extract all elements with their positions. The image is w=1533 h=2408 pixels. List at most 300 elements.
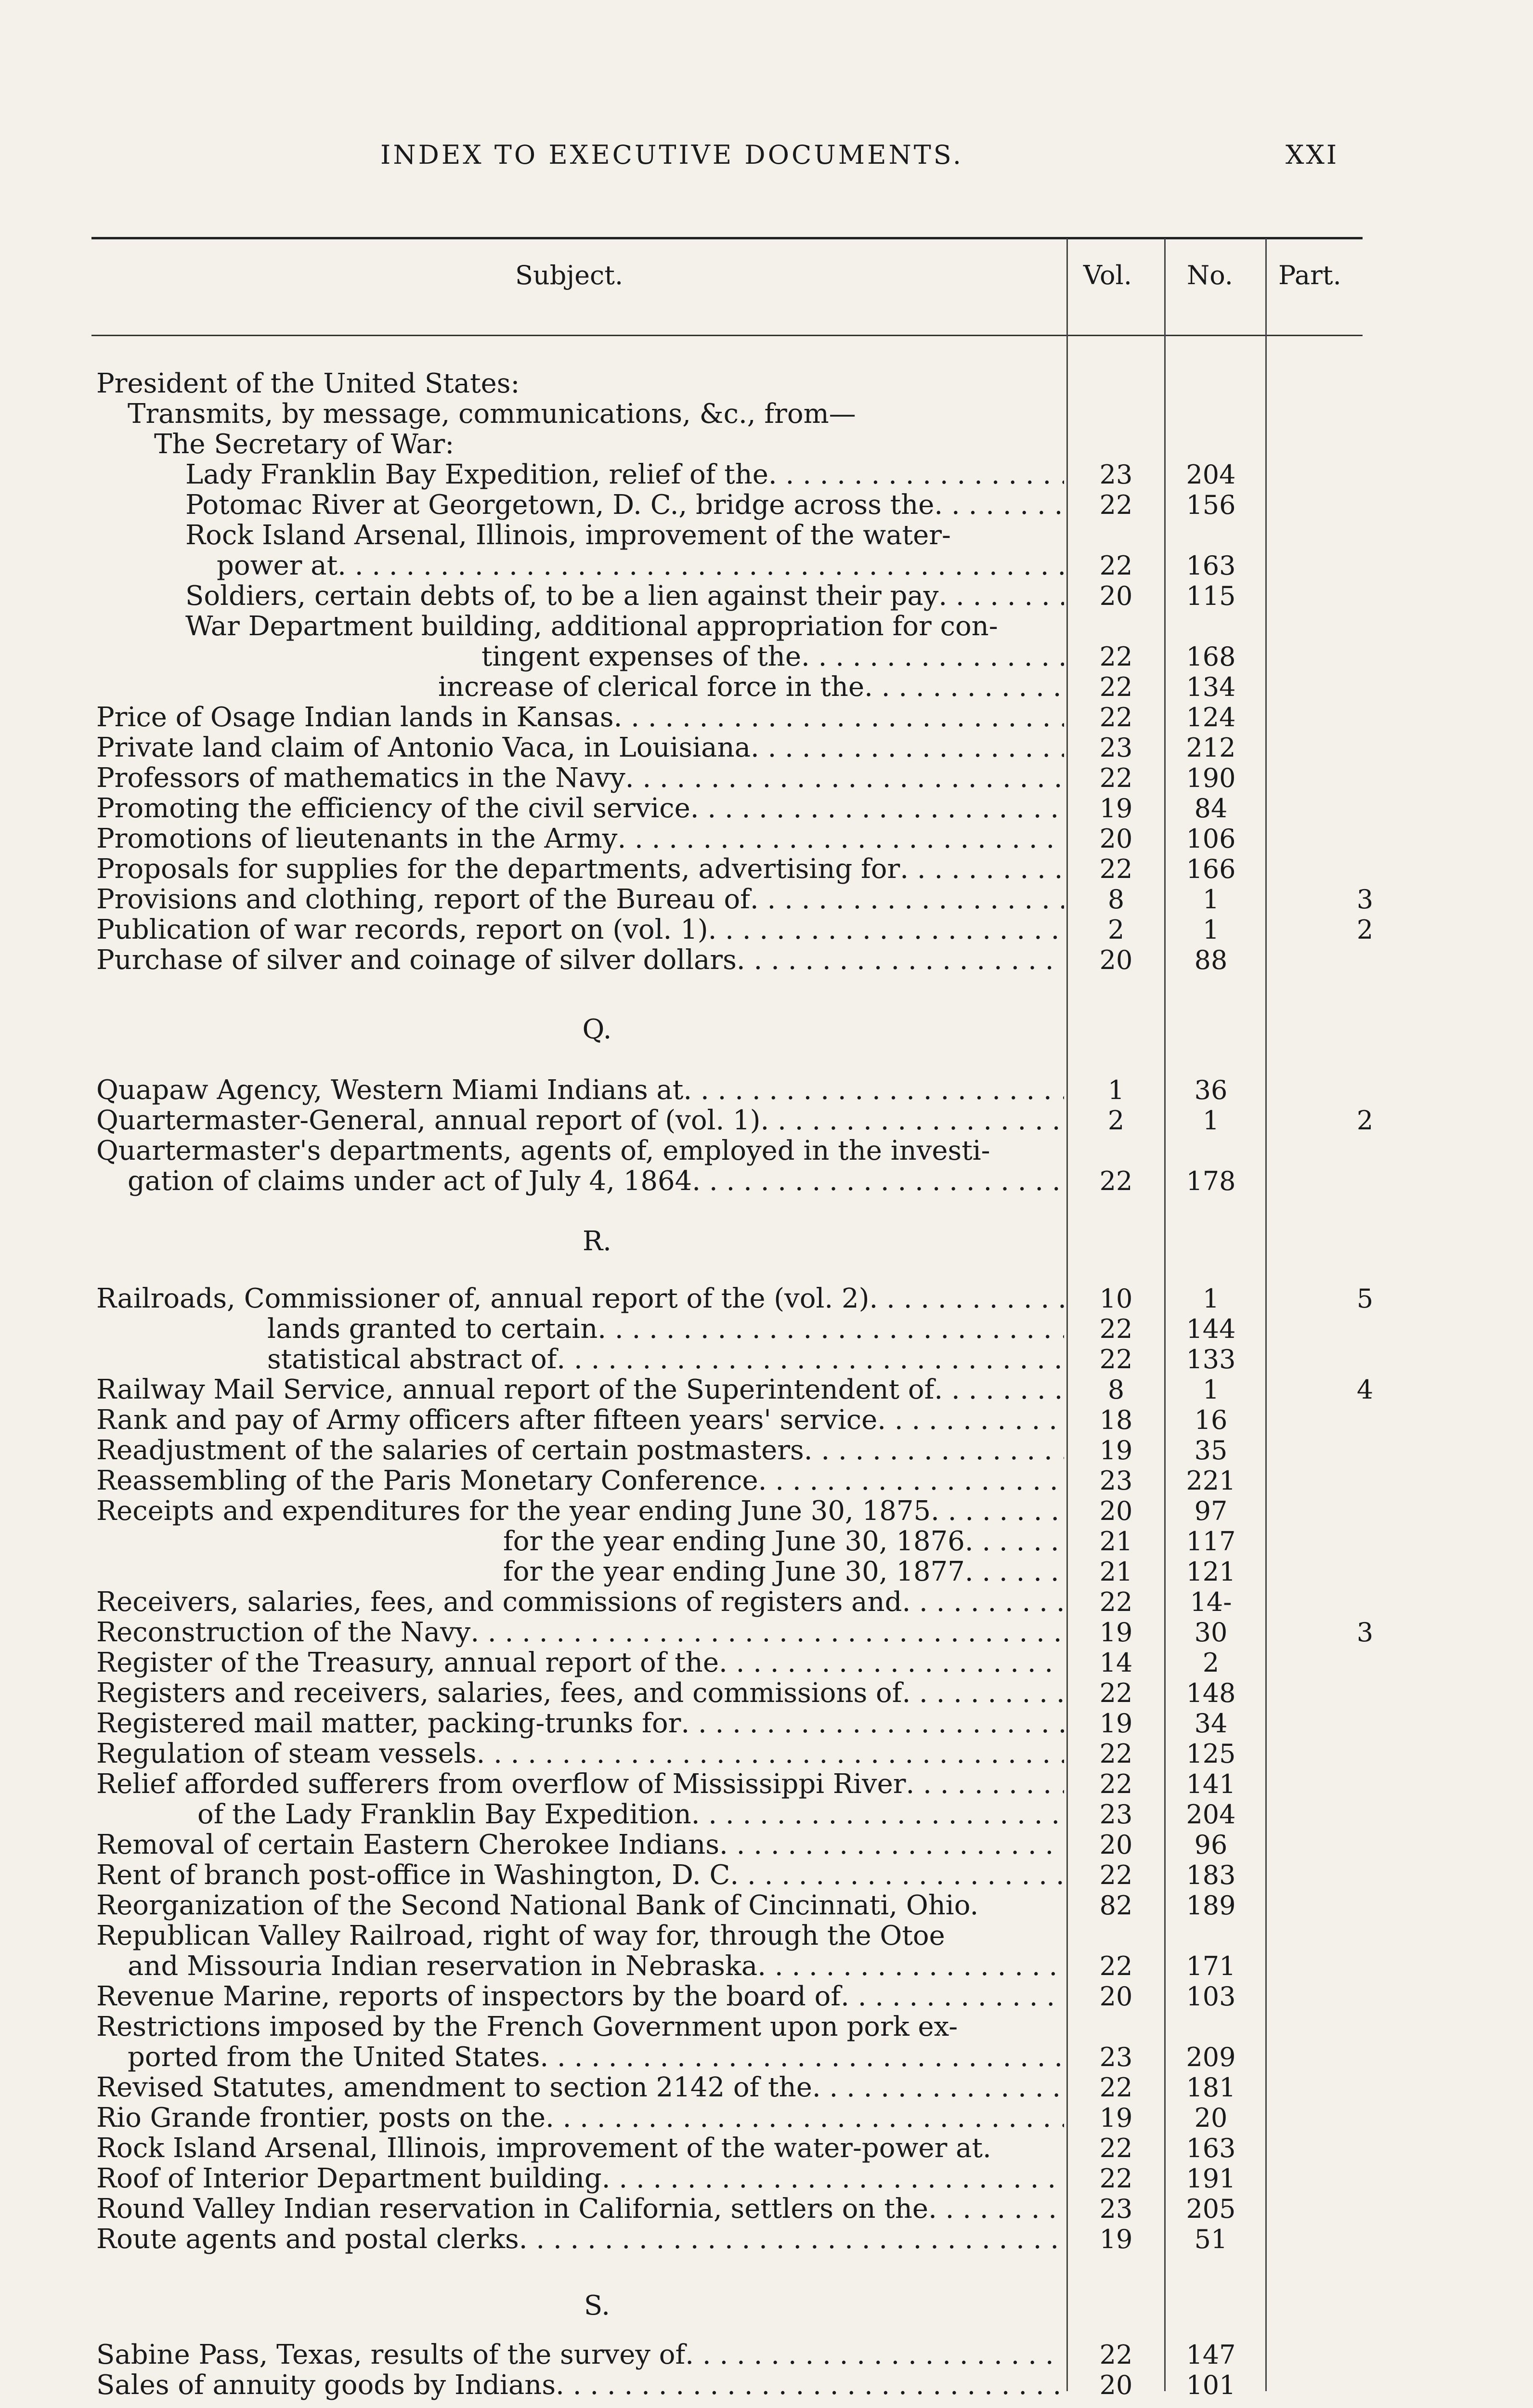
entry-vol: 19 [1099,1708,1133,1739]
entry-vol: 22 [1099,1951,1133,1981]
index-entry [0,702,1533,733]
dot-leader [540,2042,1064,2072]
entry-no: 1 [1202,915,1220,945]
entry-subject [96,945,1064,975]
entry-no: 166 [1186,854,1236,884]
index-entry [0,1890,1533,1921]
dot-leader [338,550,1064,581]
index-entry [0,368,1533,399]
dot-leader [708,915,1064,945]
dot-leader [758,1466,1064,1496]
entry-vol: 20 [1099,1496,1133,1526]
entry-subject [96,1075,1064,1105]
entry-subject-text: President of the United States: [96,368,520,399]
index-entry [0,854,1533,884]
index-entry [0,1769,1533,1799]
entry-subject-text: War Department building, additional appropriation for con- [185,611,998,642]
entry-no: 144 [1186,1314,1236,1344]
entry-subject [96,2072,1064,2103]
index-entry [0,2224,1533,2254]
entry-subject [96,1648,1064,1678]
entry-no: 35 [1194,1435,1228,1466]
entry-subject [96,1105,1064,1136]
entry-vol: 22 [1099,1860,1133,1890]
dot-leader [598,1314,1064,1344]
index-entry [0,1105,1533,1136]
entry-part: 3 [1356,884,1374,915]
column-header-no: No. [1187,260,1233,290]
entry-subject [96,884,1064,915]
dot-leader [877,1405,1064,1435]
entry-vol: 22 [1099,1166,1133,1196]
entry-vol: 2 [1107,1105,1125,1136]
index-entry [0,1283,1533,1314]
entry-no: 191 [1186,2163,1236,2194]
index-entry [0,2133,1533,2163]
entry-vol: 8 [1107,884,1125,915]
entry-subject [96,1769,1064,1799]
dot-leader [804,1435,1064,1466]
entry-subject [438,672,1064,702]
entry-subject-text: Route agents and postal clerks [96,2224,519,2255]
entry-vol: 22 [1099,854,1133,884]
entry-no: 148 [1186,1678,1236,1708]
entry-no: 30 [1194,1617,1228,1648]
entry-subject [128,2042,1064,2072]
entry-vol: 14 [1099,1648,1133,1678]
entry-no: 88 [1194,945,1228,975]
entry-no: 171 [1186,1951,1236,1981]
entry-vol: 22 [1099,550,1133,581]
entry-subject-text: tingent expenses of the [481,641,801,672]
entry-no: 103 [1186,1981,1236,2012]
dot-leader [685,2340,1064,2370]
entry-subject-text: Price of Osage Indian lands in Kansas [96,702,614,733]
dot-leader [730,1860,1064,1890]
entry-subject [96,2012,958,2042]
entry-no: 101 [1186,2370,1236,2400]
entry-subject [96,1981,1064,2012]
entry-subject [96,733,1064,763]
entry-subject-text: The Secretary of War: [154,429,455,460]
entry-part: 3 [1356,1617,1374,1648]
entry-subject [96,1374,1064,1405]
entry-subject-text: Quartermaster's departments, agents of, employed in the investi- [96,1135,990,1166]
entry-subject-text: Rio Grande frontier, posts on the [96,2102,546,2133]
entry-subject [96,763,1064,793]
entry-subject [96,1860,1064,1890]
entry-no: 14- [1190,1587,1232,1617]
entry-no: 141 [1186,1769,1236,1799]
entry-vol: 20 [1099,581,1133,611]
index-entry [0,2163,1533,2194]
entry-no: 204 [1186,459,1236,490]
entry-subject [197,1799,1064,1830]
entry-subject-text: and Missouria Indian reservation in Nebraska [128,1950,758,1982]
entry-subject-text: Rank and pay of Army officers after fifteen years' service [96,1404,878,1436]
entry-subject-text: Revenue Marine, reports of inspectors by the board of [96,1981,841,2012]
entry-subject [96,2224,1064,2254]
entry-subject-text: for the year ending June 30, 1877 [503,1556,965,1587]
entry-subject-text: statistical abstract of [267,1344,557,1375]
entry-subject [267,1344,1064,1374]
column-header-subject: Subject. [515,260,624,290]
entry-subject-text: Revised Statutes, amendment to section 2142 of the [96,2072,812,2103]
entry-subject-text: Relief afforded sufferers from overflow of Mississippi River [96,1768,906,1800]
dot-leader [906,1769,1064,1799]
entry-subject-text: Registers and receivers, salaries, fees, and commissions of [96,1677,902,1709]
index-entry [0,1981,1533,2012]
entry-no: 20 [1194,2103,1228,2133]
entry-vol: 23 [1099,1799,1133,1830]
index-entry [0,2042,1533,2072]
entry-vol: 10 [1099,1283,1133,1314]
dot-leader [965,1557,1064,1587]
dot-leader [556,2370,1064,2400]
entry-vol: 22 [1099,702,1133,733]
entry-subject-text: Quapaw Agency, Western Miami Indians at [96,1074,684,1106]
dot-leader [965,1526,1064,1557]
index-entry [0,1617,1533,1648]
entry-vol: 18 [1099,1405,1133,1435]
entry-subject-text: Rock Island Arsenal, Illinois, improvement of the water- [185,520,951,551]
entry-no: 134 [1186,672,1236,702]
entry-subject-text: Receipts and expenditures for the year ending June 30, 1875 [96,1495,931,1527]
entry-subject [503,1557,1064,1587]
entry-vol: 82 [1099,1890,1133,1921]
entry-no: 168 [1186,641,1236,672]
entry-vol: 21 [1099,1526,1133,1557]
index-entry [0,672,1533,702]
entry-vol: 22 [1099,1739,1133,1769]
entry-subject [96,1587,1064,1617]
dot-leader [934,1374,1064,1405]
entry-subject-text: Potomac River at Georgetown, D. C., bridge across the [185,489,935,521]
dot-leader [614,702,1064,733]
entry-vol: 23 [1099,1466,1133,1496]
entry-vol: 22 [1099,1678,1133,1708]
entry-subject [96,2103,1064,2133]
entry-subject [154,429,454,459]
entry-vol: 22 [1099,1587,1133,1617]
index-entry [0,1799,1533,1830]
dot-leader [768,459,1064,490]
dot-leader [719,1648,1064,1678]
page-title: INDEX TO EXECUTIVE DOCUMENTS. [380,140,963,170]
entry-vol: 22 [1099,1344,1133,1374]
index-entry [0,1557,1533,1587]
dot-leader [519,2224,1064,2254]
index-entry [0,2103,1533,2133]
entry-vol: 20 [1099,2370,1133,2400]
entry-no: 156 [1186,490,1236,520]
index-entry [0,1921,1533,1951]
entry-subject [96,915,1064,945]
dot-leader [934,490,1064,520]
index-entry [0,2072,1533,2103]
entry-subject-text: ported from the United States [128,2042,540,2073]
index-entry [0,2340,1533,2370]
index-entry [0,2012,1533,2042]
dot-leader [690,793,1064,824]
dot-leader [681,1708,1064,1739]
entry-subject [96,1708,1064,1739]
dot-leader [931,1496,1064,1526]
dot-leader [864,672,1064,702]
entry-subject-text: Transmits, by message, communications, &c., from— [128,398,856,430]
entry-no: 117 [1186,1526,1236,1557]
entry-vol: 19 [1099,1435,1133,1466]
index-entry [0,611,1533,641]
index-entry [0,733,1533,763]
entry-vol: 20 [1099,1981,1133,2012]
index-entry [0,550,1533,581]
entry-no: 204 [1186,1799,1236,1830]
entry-subject [128,1951,1064,1981]
index-entry [0,1374,1533,1405]
entry-subject-text: Purchase of silver and coinage of silver dollars [96,944,737,976]
entry-subject-text: Reorganization of the Second National Bank of Cincinnati, Ohio. [96,1890,979,1921]
entry-subject-text: Registered mail matter, packing-trunks for [96,1708,681,1739]
entry-no: 1 [1202,1283,1220,1314]
entry-subject [267,1314,1064,1344]
entry-subject-text: Readjustment of the salaries of certain postmasters [96,1435,804,1466]
column-header-part: Part. [1278,260,1341,290]
entry-no: 221 [1186,1466,1236,1496]
dot-leader [750,884,1064,915]
entry-subject-text: Rock Island Arsenal, Illinois, improvement of the water-power at. [96,2133,991,2164]
entry-subject-text: Publication of war records, report on (vol. 1) [96,914,708,945]
index-entry [0,520,1533,550]
entry-subject-text: Reassembling of the Paris Monetary Conference [96,1465,758,1496]
entry-no: 96 [1194,1830,1228,1860]
entry-vol: 22 [1099,1769,1133,1799]
entry-subject [96,2194,1064,2224]
entry-subject-text: Promoting the efficiency of the civil service [96,793,690,824]
entry-subject [96,1617,1064,1648]
entry-subject-text: Round Valley Indian reservation in California, settlers on the [96,2193,929,2225]
entry-vol: 19 [1099,793,1133,824]
entry-part: 4 [1356,1374,1374,1405]
dot-leader [751,733,1064,763]
entry-vol: 22 [1099,763,1133,793]
entry-subject-text: Railroads, Commissioner of, annual report of the (vol. 2) [96,1283,870,1314]
entry-subject [96,1678,1064,1708]
entry-no: 2 [1202,1648,1220,1678]
entry-subject [96,1496,1064,1526]
index-entry [0,1405,1533,1435]
entry-subject-text: lands granted to certain [267,1313,598,1345]
entry-subject [96,1830,1064,1860]
entry-no: 163 [1186,550,1236,581]
entry-subject-text: Regulation of steam vessels [96,1738,477,1769]
entry-part: 2 [1356,915,1374,945]
dot-leader [546,2103,1064,2133]
entry-vol: 23 [1099,2194,1133,2224]
entry-subject-text: Private land claim of Antonio Vaca, in Louisiana [96,732,751,763]
entry-subject-text: increase of clerical force in the [438,671,865,703]
dot-leader [812,2072,1064,2103]
entry-no: 115 [1186,581,1236,611]
dot-leader [617,824,1064,854]
entry-vol: 22 [1099,490,1133,520]
entry-no: 183 [1186,1860,1236,1890]
entry-subject [128,399,856,429]
entry-subject-text: for the year ending June 30, 1876 [503,1526,965,1557]
entry-subject [185,611,998,641]
entry-subject-text: Republican Valley Railroad, right of way for, through the Otoe [96,1920,945,1951]
index-entry [0,2194,1533,2224]
entry-subject [96,2133,991,2163]
dot-leader [470,1617,1064,1648]
index-entry [0,1314,1533,1344]
entry-subject-text: Promotions of lieutenants in the Army [96,823,618,854]
entry-subject [185,520,951,550]
entry-no: 212 [1186,733,1236,763]
entry-no: 147 [1186,2340,1236,2370]
page-number: XXI [1286,140,1339,170]
entry-subject-text: Restrictions imposed by the French Government upon pork ex- [96,2011,958,2042]
entry-vol: 23 [1099,733,1133,763]
entry-vol: 22 [1099,2072,1133,2103]
entry-vol: 22 [1099,2133,1133,2163]
entry-vol: 19 [1099,1617,1133,1648]
entry-vol: 20 [1099,945,1133,975]
dot-leader [691,1799,1064,1830]
index-entry [0,1587,1533,1617]
entry-no: 133 [1186,1344,1236,1374]
entry-part: 2 [1356,1105,1374,1136]
section-letter: Q. [582,1014,612,1045]
entry-vol: 23 [1099,2042,1133,2072]
dot-leader [737,945,1064,975]
index-entry [0,1075,1533,1105]
header-bottom-rule [91,335,1363,336]
entry-no: 51 [1194,2224,1228,2254]
index-entry [0,641,1533,672]
entry-subject [96,1405,1064,1435]
entry-vol: 22 [1099,2340,1133,2370]
entry-subject-text: Professors of mathematics in the Navy [96,762,625,794]
index-entry [0,2370,1533,2400]
entry-vol: 22 [1099,1314,1133,1344]
entry-no: 189 [1186,1890,1236,1921]
index-entry [0,581,1533,611]
entry-subject [96,1739,1064,1769]
entry-subject [185,459,1064,490]
entry-vol: 22 [1099,641,1133,672]
index-entry [0,915,1533,945]
index-entry [0,1526,1533,1557]
index-entry [0,763,1533,793]
entry-no: 1 [1202,884,1220,915]
index-entry [0,1344,1533,1374]
dot-leader [719,1830,1064,1860]
entry-subject-text: Roof of Interior Department building [96,2163,602,2194]
entry-vol: 19 [1099,2103,1133,2133]
entry-vol: 22 [1099,672,1133,702]
entry-subject [96,1136,990,1166]
entry-subject-text: Receivers, salaries, fees, and commissions of registers and [96,1586,902,1618]
dot-leader [625,763,1064,793]
entry-subject-text: Rent of branch post-office in Washington, D. C [96,1859,730,1891]
entry-subject [185,581,1064,611]
index-entry [0,1466,1533,1496]
entry-subject [96,2163,1064,2194]
entry-subject [96,1466,1064,1496]
entry-subject [185,490,1064,520]
entry-no: 36 [1194,1075,1228,1105]
entry-subject [96,2340,1064,2370]
entry-subject [96,702,1064,733]
index-entry [0,1708,1533,1739]
entry-vol: 22 [1099,2163,1133,2194]
entry-no: 209 [1186,2042,1236,2072]
entry-subject [96,1921,945,1951]
entry-no: 84 [1194,793,1228,824]
entry-vol: 21 [1099,1557,1133,1587]
entry-subject-text: Sabine Pass, Texas, results of the survey of [96,2339,686,2370]
dot-leader [757,1951,1064,1981]
index-entry [0,1739,1533,1769]
entry-subject [96,1890,978,1921]
index-entry [0,1166,1533,1196]
dot-leader [900,854,1064,884]
index-entry [0,459,1533,490]
entry-subject [96,854,1064,884]
entry-subject [96,824,1064,854]
entry-vol: 20 [1099,1830,1133,1860]
entry-vol: 20 [1099,824,1133,854]
entry-no: 205 [1186,2194,1236,2224]
entry-subject-text: Reconstruction of the Navy [96,1617,471,1648]
entry-no: 97 [1194,1496,1228,1526]
column-header-vol: Vol. [1083,260,1132,290]
entry-no: 106 [1186,824,1236,854]
dot-leader [938,581,1064,611]
dot-leader [801,641,1064,672]
dot-leader [476,1739,1064,1769]
entry-no: 124 [1186,702,1236,733]
running-head [0,140,1533,178]
index-entry [0,1678,1533,1708]
section-letter: S. [584,2290,611,2321]
index-entry [0,884,1533,915]
entry-vol: 8 [1107,1374,1125,1405]
entry-subject [217,550,1064,581]
dot-leader [870,1283,1065,1314]
entry-subject [96,2370,1064,2400]
index-entry [0,945,1533,975]
index-entry [0,824,1533,854]
entry-no: 163 [1186,2133,1236,2163]
entry-subject-text: Provisions and clothing, report of the Bureau of [96,884,750,915]
entry-subject-text: Quartermaster-General, annual report of (vol. 1) [96,1105,761,1136]
entry-subject [503,1526,1064,1557]
entry-no: 34 [1194,1708,1228,1739]
entry-subject [96,368,520,399]
entry-no: 125 [1186,1739,1236,1769]
index-entry [0,490,1533,520]
entry-vol: 19 [1099,2224,1133,2254]
entry-no: 121 [1186,1557,1236,1587]
entry-subject [96,1435,1064,1466]
index-entry [0,793,1533,824]
dot-leader [683,1075,1064,1105]
index-entry [0,1951,1533,1981]
dot-leader [761,1105,1064,1136]
index-entry [0,1830,1533,1860]
